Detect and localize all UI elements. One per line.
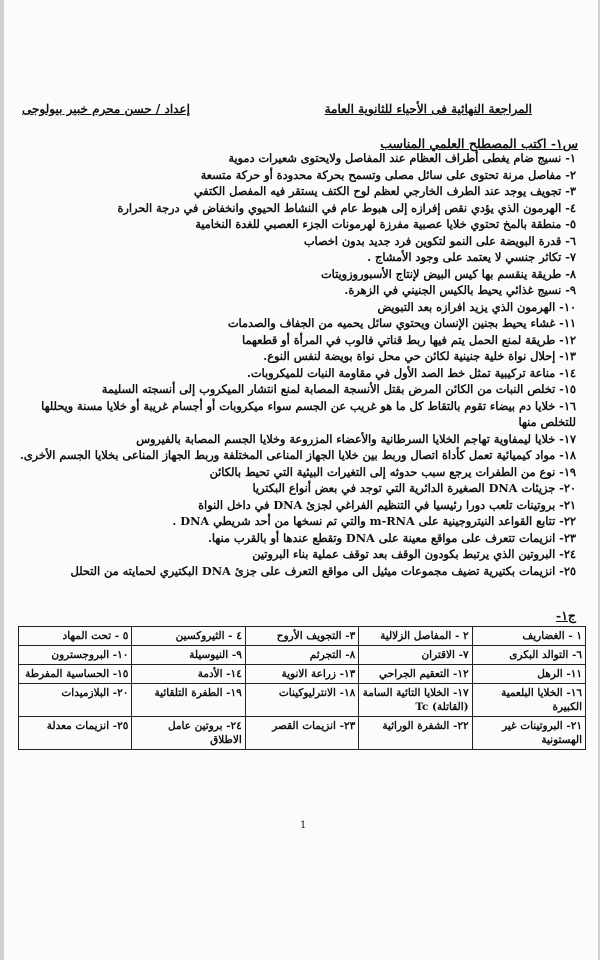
answer-cell: ٢٤- بروتين عامل الاطلاق xyxy=(132,717,245,750)
table-row xyxy=(19,646,586,665)
answer-cell: ١٢- التعقيم الجراحي xyxy=(359,665,472,684)
answer-cell: ٦- التوالد البكرى xyxy=(472,646,585,665)
answer-cell: ٤ - الثيروكسين xyxy=(132,627,245,646)
answer-cell: ١٧- الخلايا التائية السامة (القاتلة) Tc xyxy=(359,684,472,717)
header-author: إعداد / حسن محرم خبير بيولوجى xyxy=(22,102,190,116)
table-row xyxy=(19,665,586,684)
answer-cell: ٢٠- البلازميدات xyxy=(19,684,132,717)
answer-cell: ١١- الرهل xyxy=(472,665,585,684)
answer-cell: ٨- التجرثم xyxy=(245,646,358,665)
table-row xyxy=(19,627,586,646)
answer-cell: ٥ - تحت المهاد xyxy=(19,627,132,646)
question-item: ١٧- خلايا ليمفاوية تهاجم الخلايا السرطانية والأعضاء المزروعة وخلايا الجسم المصابة بالفيروس xyxy=(136,431,576,446)
question-item: ١٠- الهرمون الذي يزيد افرازه بعد التبويض xyxy=(377,299,576,314)
page-number: 1 xyxy=(300,820,307,831)
question-item: ١١- غشاء يحيط بجنين الإنسان ويحتوي سائل يحميه من الجفاف والصدمات xyxy=(227,316,576,330)
answer-cell: ٩- النيوسيلة xyxy=(132,646,245,665)
question-item: ٨- طريقة ينقسم بها كيس البيض لإنتاج الأسبوروزويتات xyxy=(321,266,576,281)
question-item: ٢٠- جزيئات DNA الصغيرة الدائرية التي توجد في بعض أنواع البكتريا xyxy=(252,481,576,495)
question-item: ٥- منطقة بالمخ تحتوي خلايا عصبية مفرزة لهرمونات الجزء العصبي للغدة النخامية xyxy=(195,217,576,231)
document-page xyxy=(4,0,598,960)
question-item: ١٤- مناعة تركيبية تمثل خط الصد الأول في مقاومة النبات للميكروبات. xyxy=(246,365,576,380)
answer-cell: ١٦- الخلايا البلعمية الكبيرة xyxy=(472,684,585,717)
question-items xyxy=(6,150,576,579)
answer-cell: ١٠- البروجسترون xyxy=(19,646,132,665)
question-item: ٦- قدرة البويضة على النمو لتكوين فرد جديد بدون اخصاب xyxy=(303,233,576,248)
question-item: ٢٥- انزيمات بكتيرية تضيف مجموعات ميثيل الى مواقع التعرف على جزئ DNA البكتيري لحمايته من التحلل xyxy=(70,563,576,578)
question-item: ٧- تكاثر جنسي لا يعتمد على وجود الأمشاج . xyxy=(367,250,576,264)
question-item: ٢- مفاصل مرنة تحتوى على سائل مصلى وتسمح بحركة محدودة أو حركة متسعة xyxy=(200,167,576,182)
answer-cell: ٢٣- انزيمات القصر xyxy=(245,717,358,750)
question-item: ٢٤- البروتين الذي يرتبط بكودون الوقف بعد توقف عملية بناء البروتين xyxy=(252,547,576,561)
answer-cell: ١٣- زراعة الانوية xyxy=(245,665,358,684)
question-item: ٢٢- تتابع القواعد النيتروجينية على m-RNA والتي تم نسخها من أحد شريطي DNA . xyxy=(172,514,576,528)
table-row xyxy=(19,717,586,750)
table-row xyxy=(19,684,586,717)
question-item: ١٣- إحلال نواة خلية جنينية لكائن حي محل نواة بويضة لنفس النوع. xyxy=(263,349,576,363)
answer-cell: ٢٢- الشفرة الوراثية xyxy=(359,717,472,750)
page-header xyxy=(22,102,584,122)
answers-title: ج١- xyxy=(556,608,576,623)
question-item: ١٨- مواد كيميائية تعمل كأداة اتصال وربط بين خلايا الجهاز المناعى المختلفة وربط الجهاز المناعى بخلايا الجسم الأخرى. xyxy=(19,448,576,462)
question-item: ١٦- خلايا دم بيضاء تقوم بالتقاط كل ما هو غريب عن الجسم سواء ميكروبات أو أجسام غريبة أو خلايا مسنة ويحللها للتخلص منها xyxy=(41,398,576,429)
answer-cell: ٢٥- انزيمات معدلة xyxy=(19,717,132,750)
question-item: ١٩- نوع من الطفرات يرجع سبب حدوثه إلى التغيرات البيئية التي تحيط بالكائن xyxy=(209,464,576,479)
answer-cell: ١ - الغضاريف xyxy=(472,627,585,646)
header-title: المراجعة النهائية فى الأحياء للثانوية العامة xyxy=(324,102,532,116)
answer-cell: ١٥- الحساسية المفرطة xyxy=(19,665,132,684)
question-item: ٣- تجويف يوجد عند الطرف الخارجي لعظم لوح الكتف يستقر فيه المفصل الكتفي xyxy=(193,184,576,198)
question-title: س١- اكتب المصطلح العلمي المناسب xyxy=(380,136,578,151)
question-item: ٢١- بروتينات تلعب دورا رئيسيا في التنظيم الفراغي لجزئ DNA في داخل النواة xyxy=(198,497,576,512)
answer-cell: ١٩- الطفرة التلقائية xyxy=(132,684,245,717)
question-item: ١٢- طريقة لمنع الحمل يتم فيها ربط قناتي فالوب في المرأة أو قطعهما xyxy=(241,332,576,347)
question-item: ٩- نسيج غذائي يحيط بالكيس الجنيني في الزهرة. xyxy=(344,283,576,297)
question-item: ٢٣- انزيمات تتعرف على مواقع معينة على DNA وتقطع عندها أو بالقرب منها. xyxy=(207,530,576,545)
answer-cell: ٧- الاقتران xyxy=(359,646,472,665)
question-item: ٤- الهرمون الذي يؤدي نقص إفرازه إلى هبوط عام في النشاط الحيوي وانخفاض في درجة الحرارة xyxy=(117,200,576,215)
answer-cell: ٣- التجويف الأروح xyxy=(245,627,358,646)
answers-table xyxy=(18,626,586,750)
answer-cell: ٢١- البروتينات غير الهستونية xyxy=(472,717,585,750)
answer-cell: ١٤- الأدمة xyxy=(132,665,245,684)
question-item: ١- نسيج ضام يغطى أطراف العظام عند المفاصل ولايحتوى شعيرات دموية xyxy=(228,151,576,165)
answer-cell: ١٨- الانترليوكينات xyxy=(245,684,358,717)
answer-cell: ٢ - المفاصل الزلالية xyxy=(359,627,472,646)
question-item: ١٥- تخلص النبات من الكائن المرض بقتل الأنسجة المصابة لمنع انتشار الميكروب إلى أنسجته السليمة xyxy=(101,382,576,396)
